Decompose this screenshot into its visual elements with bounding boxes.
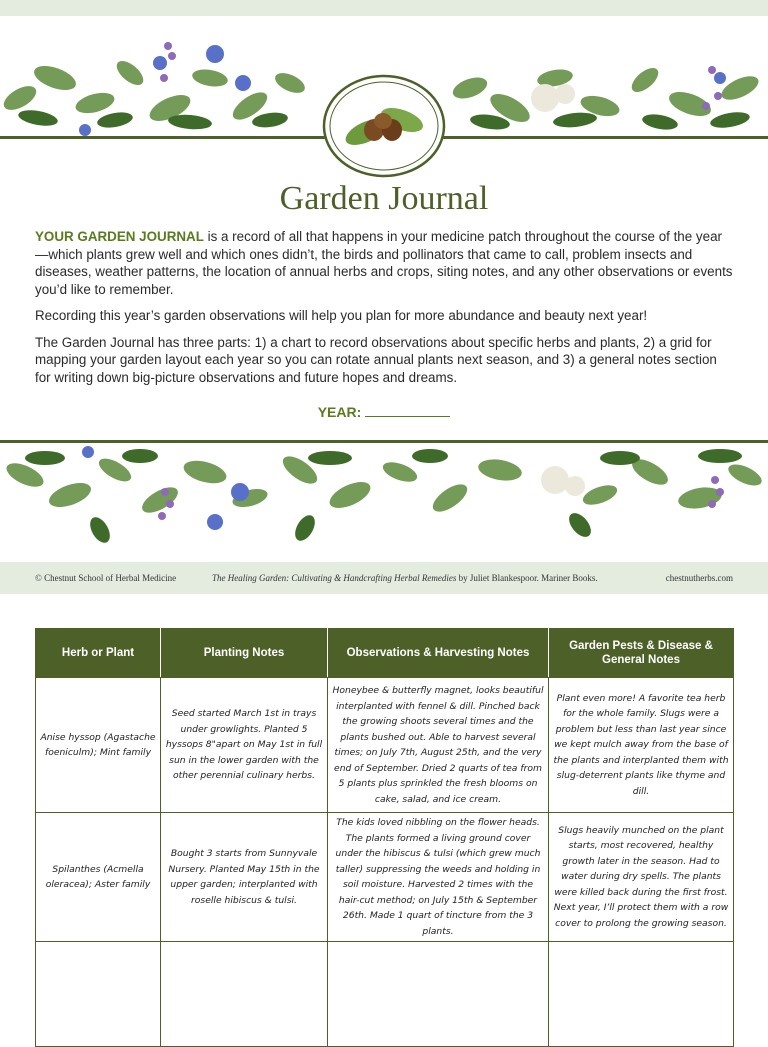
- cell-pests-notes[interactable]: Plant even more! A favorite tea herb for the whole family. Slugs were a problem but less than last year since we kept mulch away from the base of the plants and interplanted them with slug-deterrent plants like thyme and dill.: [549, 678, 734, 813]
- footer-copyright: © Chestnut School of Herbal Medicine: [35, 573, 177, 583]
- cell-plant[interactable]: Spilanthes (Acmella oleracea); Aster family: [36, 813, 161, 942]
- cell-plant[interactable]: [36, 942, 161, 1047]
- table-row: [36, 813, 734, 942]
- cell-pests-notes[interactable]: [549, 942, 734, 1047]
- chestnut-logo: [322, 74, 446, 178]
- intro-paragraph-2: Recording this year’s garden observations will help you plan for more abundance and beauty next year!: [35, 308, 648, 323]
- herb-garland-illustration-bottom: [0, 440, 768, 560]
- column-header-planting: Planting Notes: [161, 629, 328, 678]
- column-header-observations: Observations & Harvesting Notes: [328, 629, 549, 678]
- year-label: YEAR:: [317, 404, 362, 420]
- cell-plant[interactable]: Anise hyssop (Agastache foeniculm); Mint family: [36, 678, 161, 813]
- footer-book-credit: [212, 573, 598, 583]
- cell-observations[interactable]: Honeybee & butterfly magnet, looks beautiful interplanted with fennel & dill. Pinched back the growing shoots several times and the plants bushed out. Able to harvest several times; on July 7th, August 25th, and the very end of September. Dried 2 quarts of tea from 5 plants plus sprinkled the fresh blooms on cake, salad, and ice cream.: [328, 678, 549, 813]
- cell-observations[interactable]: [328, 942, 549, 1047]
- footer-book-title: The Healing Garden: Cultivating & Handcrafting Herbal Remedies: [212, 573, 457, 583]
- garden-journal-table: [35, 628, 734, 1047]
- year-blank-line[interactable]: [365, 404, 450, 417]
- intro-lead: YOUR GARDEN JOURNAL: [35, 229, 204, 244]
- botanical-banner-bottom: [0, 440, 768, 560]
- year-field: [0, 404, 768, 420]
- table-row: [36, 678, 734, 813]
- page-title: Garden Journal: [279, 180, 489, 217]
- cell-pests-notes[interactable]: Slugs heavily munched on the plant starts, most recovered, healthy growth later in the season. Had to water during dry spells. The plants were killed back during the first frost. Next year, I’ll protect them with a row cover to prolong the growing season.: [549, 813, 734, 942]
- footer: [0, 562, 768, 594]
- footer-book-author: by Juliet Blankespoor. Mariner Books.: [456, 573, 598, 583]
- top-strip: [0, 0, 768, 16]
- cell-planting-notes[interactable]: Seed started March 1st in trays under growlights. Planted 5 hyssops 8"apart on May 1st in full sun in the lower garden with the other perennial culinary herbs.: [161, 678, 328, 813]
- column-header-pests: Garden Pests & Disease & General Notes: [549, 629, 734, 678]
- intro-paragraph-1: [35, 228, 735, 298]
- column-header-herb: Herb or Plant: [36, 629, 161, 678]
- intro-section: [35, 228, 735, 395]
- footer-website[interactable]: chestnutherbs.com: [665, 573, 733, 583]
- cell-planting-notes[interactable]: Bought 3 starts from Sunnyvale Nursery. Planted May 15th in the upper garden; interplanted with roselle hibiscus & tulsi.: [161, 813, 328, 942]
- table-header-row: [36, 629, 734, 678]
- intro-paragraph-3: The Garden Journal has three parts: 1) a chart to record observations about specific herbs and plants, 2) a grid for mapping your garden layout each year so you can rotate annual plants next season, and 3) a general notes section for writing down big-picture observations and future hopes and dreams.: [35, 334, 717, 385]
- cell-planting-notes[interactable]: [161, 942, 328, 1047]
- table-row: [36, 942, 734, 1047]
- intro-paragraph-1-text: is a record of all that happens in your medicine patch throughout the course of the year—which plants grew well and which ones didn’t, the birds and pollinators that came to call, problem insects and diseases, weather patterns, the location of annual herbs and crops, siting notes, and any other observations or events you’d like to remember.: [35, 229, 733, 297]
- cell-observations[interactable]: The kids loved nibbling on the flower heads. The plants formed a living ground cover under the hibiscus & tulsi (which grew much taller) suppressing the weeds and holding in soil moisture. Harvested 2 times with the hair-cut method; on July 15th & September 26th. Made 1 quart of tincture from the 3 plants.: [328, 813, 549, 942]
